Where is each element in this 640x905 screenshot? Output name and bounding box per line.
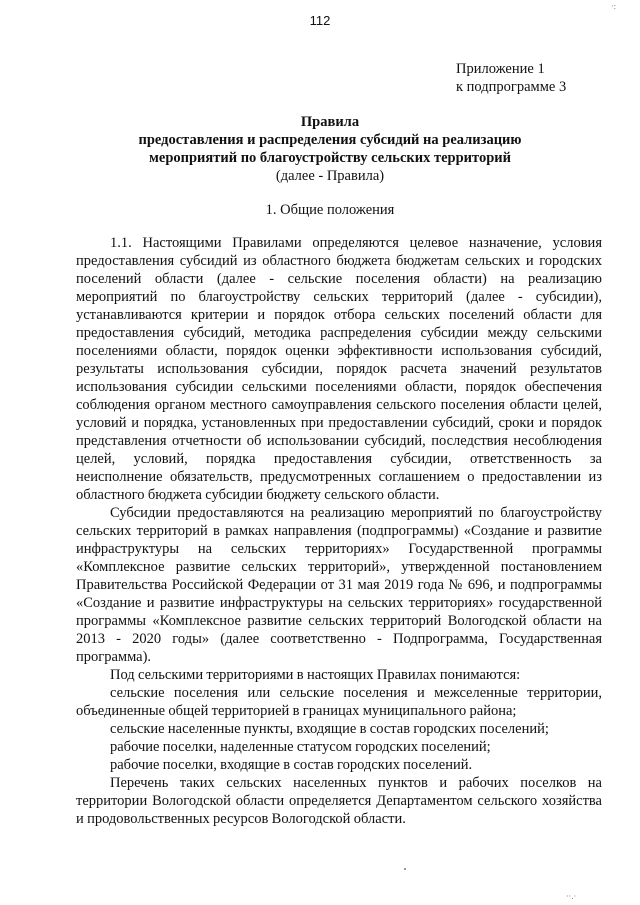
paragraph: Под сельскими территориями в настоящих Правилах понимаются: xyxy=(110,667,521,683)
scan-artifact: ·: xyxy=(611,2,617,11)
scan-dot xyxy=(404,868,406,870)
paragraph: 1.1. Настоящими Правилами определяются целевое назначение, условия предоставления субсидий из областного бюджета бюджетам сельских и городских поселений области (далее - сельские поселения области) на реализацию мероприятий по благоустройству сельских территорий (далее - субсидии), устанавливаются критерии и порядок отбора сельских поселений области для предоставления субсидий, методика распределения субсидии между сельскими поселениями области, порядок оценки эффективности использования субсидий, результаты использования субсидии, порядок расчета значений результатов использования субсидии сельскими поселениями области, порядок обеспечения соблюдения органом местного самоуправления сельского поселения области целей, условий и порядка, установленных при предоставлении субсидий, сроки и порядок представления отчетности об использовании субсидий, последствия несоблюдения целей, условий, порядка предоставления субсидии, ответственность за неисполнение обязательств, предусмотренных соглашением о предоставлении из областного бюджета субсидии бюджету сельского области. xyxy=(76,235,602,503)
paragraph: рабочие поселки, наделенные статусом городских поселений; xyxy=(110,739,491,755)
paragraph: сельские населенные пункты, входящие в состав городских поселений; xyxy=(110,721,549,737)
appendix-line: Приложение 1 xyxy=(456,61,545,77)
document-title xyxy=(80,113,580,185)
paragraph: сельские поселения или сельские поселения и межселенные территории, объединенные общей территорией в границах муниципального района; xyxy=(76,685,602,719)
page-number: 112 xyxy=(309,13,331,28)
title-note: (далее - Правила) xyxy=(275,168,385,184)
scan-artifact: ··.· xyxy=(566,892,577,901)
title-line: мероприятий по благоустройству сельских территорий xyxy=(149,150,511,166)
paragraph: Субсидии предоставляются на реализацию мероприятий по благоустройству сельских территорий в рамках направления (подпрограммы) «Создание и развитие инфраструктуры на сельских территориях» Государственной программы «Комплексное развитие сельских территорий», утвержденной постановлением Правительства Российской Федерации от 31 мая 2019 года № 696, и подпрограммы «Создание и развитие инфраструктуры на сельских территориях» государственной программы «Комплексное развитие сельских территорий Вологодской области на 2013 - 2020 годы» (далее соответственно - Подпрограмма, Государственная программа). xyxy=(76,505,602,665)
title-line: Правила xyxy=(300,114,360,130)
paragraph: Перечень таких сельских населенных пунктов и рабочих поселков на территории Вологодской области определяется Департаментом сельского хозяйства и продовольственных ресурсов Вологодской области. xyxy=(76,775,602,827)
paragraph: рабочие поселки, входящие в состав городских поселений. xyxy=(110,757,473,773)
appendix-line: к подпрограмме 3 xyxy=(456,79,567,95)
appendix-reference xyxy=(456,60,636,96)
title-line: предоставления и распределения субсидий на реализацию xyxy=(138,132,522,148)
document-body xyxy=(76,234,602,828)
section-heading: 1. Общие положения xyxy=(265,202,395,218)
